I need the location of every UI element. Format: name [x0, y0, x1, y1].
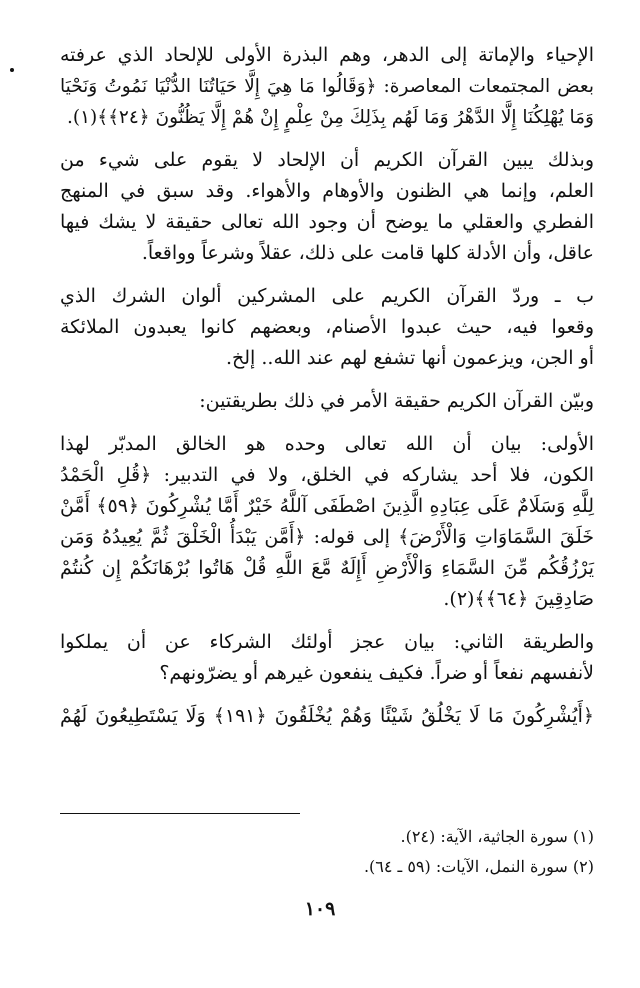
text-line: بعض المجتمعات المعاصرة: ﴿وَقَالُوا مَا هِيَ إِلَّا حَيَاتُنَا الدُّنْيَا نَمُوتُ وَنَحْيَا	[60, 76, 594, 97]
text-line: والطريقة الثاني: بيان عجز أولئك الشركاء عن أن يملكوا	[60, 631, 594, 653]
scan-mark	[10, 68, 14, 72]
footnote-1: (١) سورة الجاثية، الآية: (٢٤).	[400, 827, 594, 846]
footnote-separator	[60, 813, 300, 814]
text-line: يَرْزُقُكُم مِّنَ السَّمَاءِ وَالْأَرْضِ أَإِلَهٌ مَّعَ اللَّهِ قُلْ هَاتُوا بُرْهَانَكُمْ إِن كُنتُمْ	[60, 557, 594, 579]
text-line: لِلَّهِ وَسَلَامٌ عَلَى عِبَادِهِ الَّذِينَ اصْطَفَى آللَّهُ خَيْرٌ أَمَّا يُشْرِكُونَ ﴿٥٩﴾ أَمَّنْ	[60, 495, 594, 517]
text-line: خَلَقَ السَّمَاوَاتِ وَالْأَرْضَ﴾ إلى قوله: ﴿أَمَّن يَبْدَأُ الْخَلْقَ ثُمَّ يُعِيدُهُ وَمَن	[60, 526, 594, 548]
text-line: ب ـ وردّ القرآن الكريم على المشركين ألوان الشرك الذي	[60, 285, 594, 307]
text-line: عاقل، وأن الأدلة كلها قامت على ذلك، عقلاً وشرعاً وواقعاً.	[141, 242, 594, 264]
body-text	[60, 40, 594, 732]
text-line: وقعوا فيه، حيث عبدوا الأصنام، وبعضهم كانوا يعبدون الملائكة	[60, 316, 594, 338]
text-line: وَمَا يُهْلِكُنَا إِلَّا الدَّهْرُ وَمَا لَهُم بِذَلِكَ مِنْ عِلْمٍ إِنْ هُمْ إِلَّا يَظُنُّونَ ﴿٢٤﴾﴾(١).	[66, 107, 594, 128]
text-line: أو الجن، ويزعمون أنها تشفع لهم عند الله.. إلخ.	[225, 347, 594, 369]
text-line: لأنفسهم نفعاً أو ضراً. فكيف ينفعون غيرهم أو يضرّونهم؟	[159, 662, 594, 684]
text-line: وبيّن القرآن الكريم حقيقة الأمر في ذلك بطريقتين:	[199, 390, 594, 412]
text-line: ﴿أَيُشْرِكُونَ مَا لَا يَخْلُقُ شَيْئًا وَهُمْ يُخْلَقُونَ ﴿١٩١﴾ وَلَا يَسْتَطِيعُونَ لَهُمْ	[60, 705, 594, 727]
text-line: صَادِقِينَ ﴿٦٤﴾﴾(٢).	[443, 588, 594, 610]
footnotes	[60, 822, 594, 882]
page-number: ١٠٩	[304, 898, 336, 920]
text-line: العلم، وإنما هي الظنون والأوهام والأهواء. وقد سبق في المنهج	[60, 180, 594, 202]
text-line: الإحياء والإماتة إلى الدهر، وهم البذرة الأولى للإلحاد الذي عرفته	[60, 44, 594, 66]
text-line: وبذلك يبين القرآن الكريم أن الإلحاد لا يقوم على شيء من	[60, 149, 594, 171]
text-line: الأولى: بيان أن الله تعالى وحده هو الخالق المدبّر لهذا	[60, 433, 594, 455]
text-line: الكون، فلا أحد يشاركه في الخلق، ولا في التدبير: ﴿قُلِ الْحَمْدُ	[60, 464, 594, 486]
text-line: الفطري والعقلي ما يوضح أن وجود الله تعالى حقيقة لا يشك فيها	[60, 211, 594, 233]
footnote-2: (٢) سورة النمل، الآيات: (٥٩ ـ ٦٤).	[363, 857, 594, 876]
